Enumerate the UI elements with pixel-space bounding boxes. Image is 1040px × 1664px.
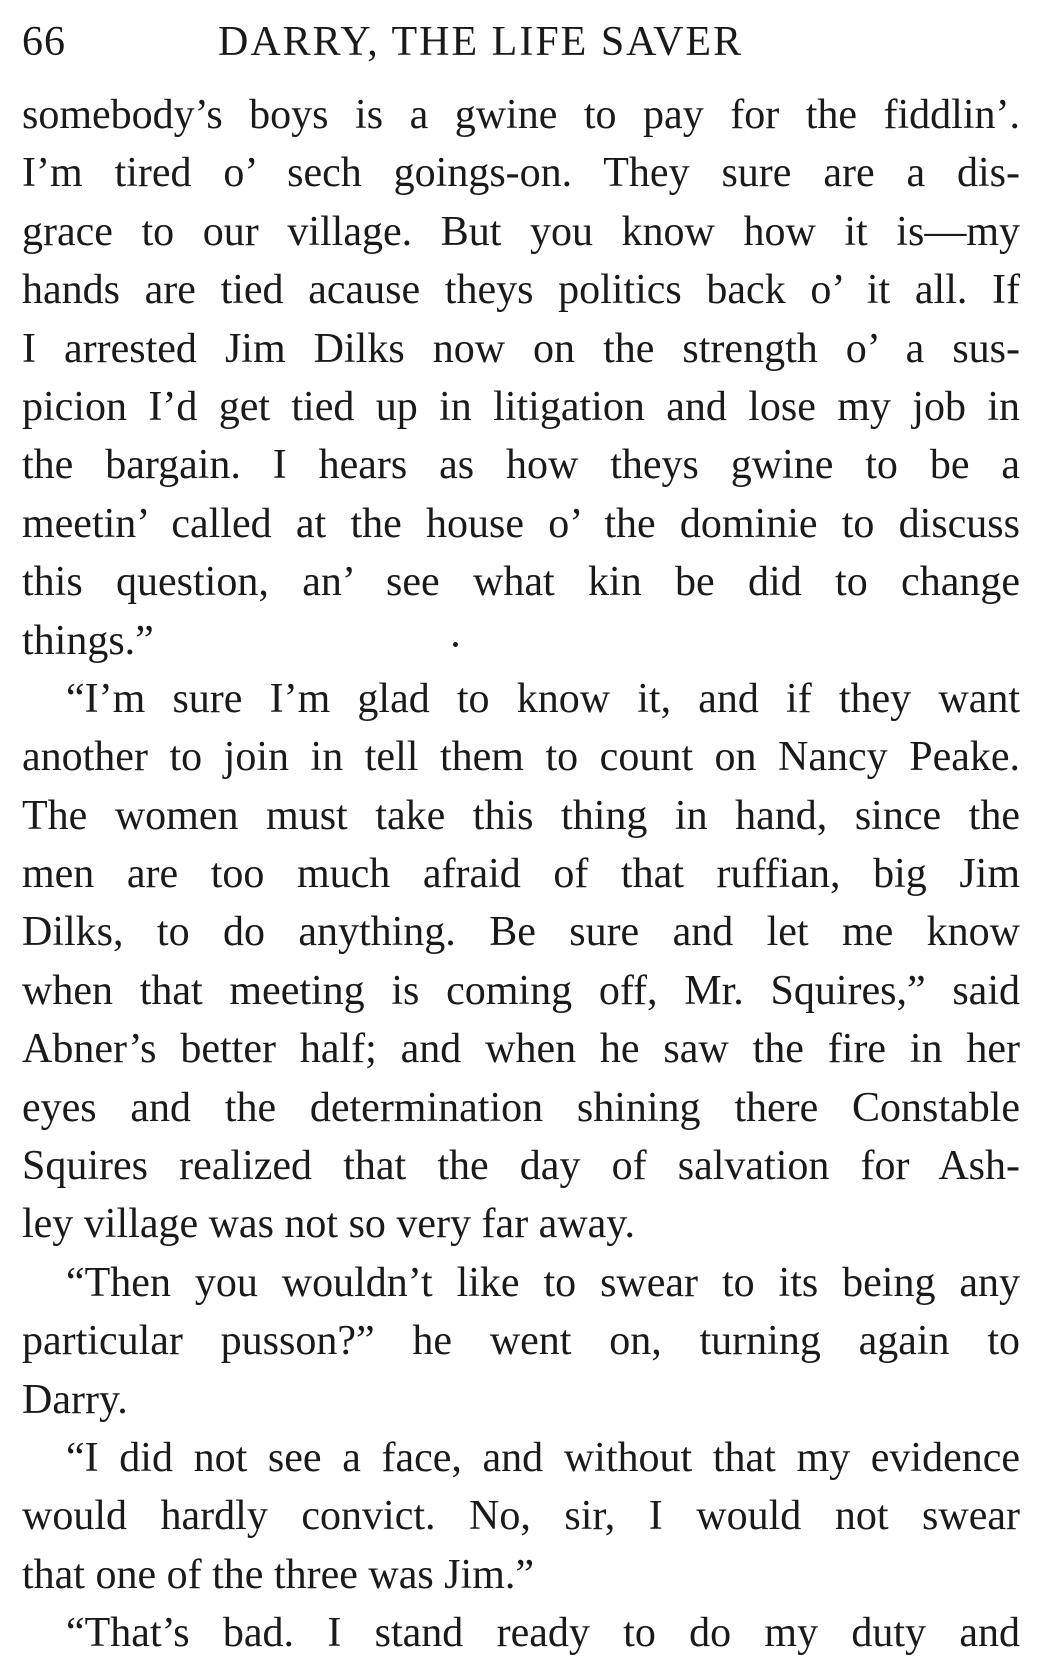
paragraph-start-line: “I did not see a face, and without that my evidence — [66, 1434, 1020, 1481]
text-line: I arrested Jim Dilks now on the strength o’ a sus- — [22, 325, 1020, 372]
text-line: Darry. — [22, 1376, 128, 1423]
text-line: hands are tied acause theys politics back o’ it all. If — [22, 267, 1020, 314]
text-line: men are too much afraid of that ruffian, big Jim — [22, 851, 1020, 898]
text-line: particular pusson?” he went on, turning again to — [22, 1318, 1020, 1365]
print-speck — [453, 642, 458, 647]
text-line: this question, an’ see what kin be did to change — [22, 559, 1020, 606]
paragraph-start-line: “I’m sure I’m glad to know it, and if they want — [66, 675, 1020, 722]
text-line: picion I’d get tied up in litigation and lose my job in — [22, 383, 1020, 430]
text-line: things.” — [22, 617, 154, 664]
text-line: grace to our village. But you know how it is—my — [22, 208, 1020, 255]
text-line: ley village was not so very far away. — [22, 1201, 636, 1248]
text-line: Dilks, to do anything. Be sure and let me know — [22, 909, 1020, 956]
text-line: Abner’s better half; and when he saw the fire in her — [22, 1026, 1020, 1073]
text-line: would hardly convict. No, sir, I would not swear — [22, 1493, 1020, 1540]
paragraph-start-line: “That’s bad. I stand ready to do my duty and — [66, 1610, 1020, 1657]
paragraph-start-line: “Then you wouldn’t like to swear to its being any — [66, 1259, 1020, 1306]
text-line: Squires realized that the day of salvation for Ash- — [22, 1143, 1020, 1190]
page-header — [22, 12, 1022, 72]
page-number: 66 — [22, 19, 66, 65]
text-line: The women must take this thing in hand, since the — [22, 792, 1020, 839]
text-line: that one of the three was Jim.” — [22, 1551, 534, 1598]
text-line: I’m tired o’ sech goings-on. They sure are a dis- — [22, 150, 1020, 197]
text-line: somebody’s boys is a gwine to pay for the fiddlin’. — [22, 92, 1020, 138]
text-line: when that meeting is coming off, Mr. Squires,” said — [22, 967, 1020, 1014]
text-line: the bargain. I hears as how theys gwine to be a — [22, 442, 1020, 489]
body-text — [22, 86, 1020, 1663]
text-line: eyes and the determination shining there Constable — [22, 1084, 1020, 1131]
text-line: meetin’ called at the house o’ the dominie to discuss — [22, 500, 1020, 547]
text-line: another to join in tell them to count on Nancy Peake. — [22, 734, 1020, 781]
running-title: DARRY, THE LIFE SAVER — [218, 19, 744, 65]
